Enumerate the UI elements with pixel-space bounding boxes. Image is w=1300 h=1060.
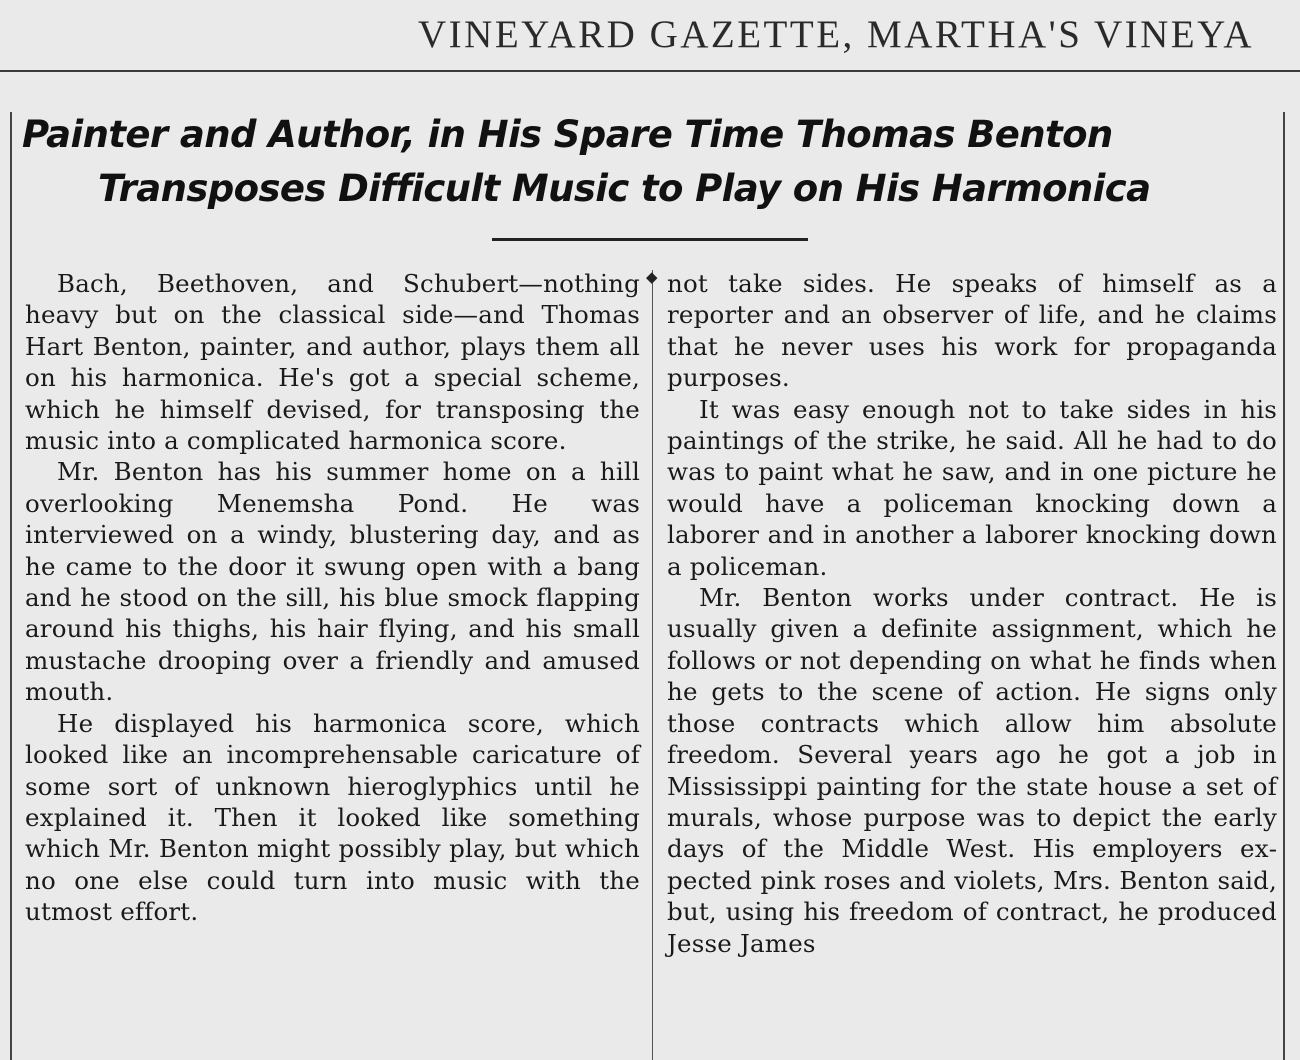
column-divider xyxy=(652,270,653,1060)
paragraph: Mr. Benton has his summer home on a hill overlooking Menemsha Pond. He was interviewed on a windy, blustering day, and as he came to the door it swung open with a bang and he stood on the sill, his blue smock flapping around his thighs, his hair flying, and his small mustache drooping over a friendly and amused mouth. xyxy=(25,457,640,707)
masthead-rule xyxy=(0,70,1300,72)
article-headline xyxy=(22,108,1284,216)
masthead xyxy=(0,0,1300,72)
headline-line-2: Transposes Difficult Music to Play on His Harmonica xyxy=(98,167,1151,210)
article-border-left xyxy=(10,112,12,1060)
article-column-right xyxy=(667,268,1277,959)
column-divider-diamond: ◆ xyxy=(646,268,658,286)
headline-line-1: Painter and Author, in His Spare Time Thomas Benton xyxy=(22,113,1113,156)
paragraph: Mr. Benton works under contract. He is usually given a definite assignment, which he follows or not depending on what he finds when he gets to the scene of action. He signs only those contracts which allow him absolute freedom. Several years ago he got a job in Mississippi painting for the state house a set of murals, whose purpose was to depict the early days of the Middle West. His employers expected pink roses and violets, Mrs. Benton said, but, using his freedom of contract, he produced Jesse James xyxy=(667,583,1277,958)
paragraph-continued: not take sides. He speaks of himself as a reporter and an observer of life, and he claims that he never uses his work for propaganda purposes. xyxy=(667,269,1277,393)
paragraph: Bach, Beethoven, and Schubert—nothing heavy but on the classical side—and Thomas Hart Benton, painter, and author, plays them all on his harmonica. He's got a special scheme, which he himself devised, for transposing the music into a complicated harmonica score. xyxy=(25,269,640,456)
article-column-left xyxy=(25,268,640,928)
masthead-title: VINEYARD GAZETTE, MARTHA'S VINEYA xyxy=(418,13,1255,56)
headline-rule xyxy=(492,238,808,241)
paragraph: He displayed his harmonica score, which looked like an incomprehensable caricature of some sort of unknown hieroglyphics until he explained it. Then it looked like something which Mr. Benton might possibly play, but which no one else could turn into music with the utmost effort. xyxy=(25,708,640,927)
article-border-right xyxy=(1283,112,1285,1060)
paragraph: It was easy enough not to take sides in his paintings of the strike, he said. All he had to do was to paint what he saw, and in one picture he would have a policeman knocking down a laborer and in another a laborer knocking down a policeman. xyxy=(667,394,1277,581)
